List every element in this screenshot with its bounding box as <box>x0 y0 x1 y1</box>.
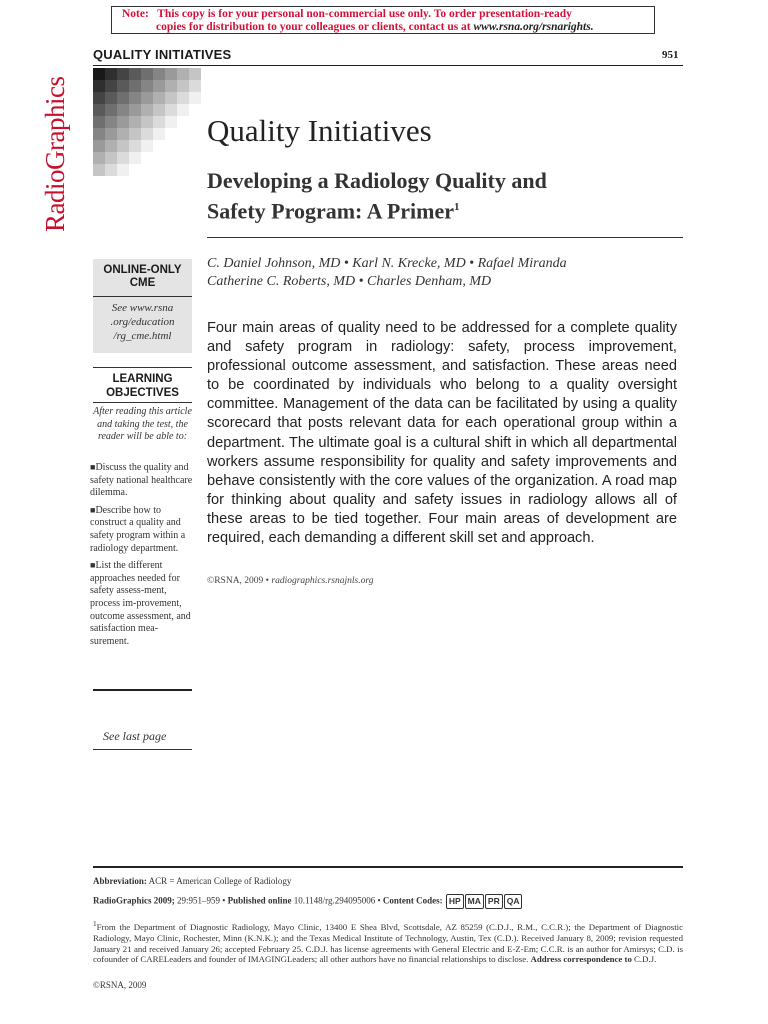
objective-item <box>90 559 194 648</box>
cme-link-line3: /rg_cme.html <box>113 330 172 342</box>
content-codes <box>445 894 523 909</box>
abstract: Four main areas of quality need to be addressed for a complete quality and safety program in radiology: safety, process improvement, professional outcome assessment, and satisfaction. These areas need to be coordinated by individuals who belong to a quality oversight committee. Management of the data can be facilitated by using a quality scorecard that posts relevant data for each operational group within a department. The ultimate goal is a cultural shift in which all departmental workers assume responsibility for quality and safety improvements and behave consistently with the core values of the organization. A road map for thinking about quality and safety issues in radiology allows all of these areas to be tied together. Four main areas of development are required, each demanding a different skill set and approach. <box>207 320 677 547</box>
grid-square <box>117 128 129 140</box>
grid-square <box>93 164 105 176</box>
notice-url[interactable]: www.rsna.org/rsnarights. <box>473 21 594 33</box>
cme-link-line1: See www.rsna <box>111 302 174 314</box>
decorative-square-grid <box>93 68 201 176</box>
citation-journal: RadioGraphics 2009; <box>93 895 175 906</box>
grid-square <box>189 92 201 104</box>
grid-square <box>93 128 105 140</box>
grid-square <box>93 104 105 116</box>
grid-square <box>117 104 129 116</box>
grid-square <box>105 68 117 80</box>
title-rule <box>207 237 683 238</box>
section-title: Quality Initiatives <box>207 113 432 148</box>
authors-line1: C. Daniel Johnson, MD • Karl N. Krecke, MD • Rafael Miranda <box>207 256 567 271</box>
cme-link-line2: .org/education <box>110 316 175 328</box>
objective-item <box>90 504 194 555</box>
objective-text: List the different approaches needed for safety assess-ment, process im-provement, outcome assessment, and satisfaction mea-surement. <box>90 560 191 647</box>
grid-square <box>129 68 141 80</box>
journal-logo: RadioGraphics <box>40 76 70 232</box>
grid-square <box>105 92 117 104</box>
grid-square <box>141 104 153 116</box>
grid-square <box>177 80 189 92</box>
grid-square <box>189 68 201 80</box>
citation-pages: 29:951–959 • <box>174 895 228 906</box>
title-footnote-ref: 1 <box>454 201 460 213</box>
square-bullet-icon: ■ <box>90 504 96 515</box>
grid-square <box>129 92 141 104</box>
running-header: QUALITY INITIATIVES <box>93 47 232 62</box>
grid-square <box>105 140 117 152</box>
grid-square <box>165 80 177 92</box>
address-label: Address correspondence to <box>530 954 632 965</box>
article-title <box>207 167 677 224</box>
square-bullet-icon: ■ <box>90 560 96 571</box>
article-title-line2: Safety Program: A Primer <box>207 198 455 224</box>
grid-square <box>93 80 105 92</box>
grid-square <box>141 128 153 140</box>
affiliation-text: From the Department of Diagnostic Radiology, Mayo Clinic, 13400 E Shea Blvd, Scottsdale, AZ 85259 (C.D.J., R.M., C.C.R.); the Department of Diagnostic Radiology, Mayo Clinic, Rochester, Minn (K.N.K.); and the Texas Medical Institute of Technology, Austin, Tex (C.D.). Received January 8, 2009; revision requested January 21 and received January 26; accepted February 25. C.D.J. has license agreements with General Electric and E-Z-Em; C.C.R. is an author for Amirsys; C.D. is cofounder of CARELeaders and founder of IMAGINGLeaders; all other authors have no financial relationships to disclose. <box>93 921 683 965</box>
abbreviation-label: Abbreviation: <box>93 876 147 886</box>
citation-line <box>93 894 522 909</box>
sidebar-bottom-rule <box>93 749 192 750</box>
square-bullet-icon: ■ <box>90 462 96 472</box>
grid-square <box>153 80 165 92</box>
content-code: MA <box>465 894 484 909</box>
grid-square <box>153 128 165 140</box>
grid-square <box>189 80 201 92</box>
grid-square <box>141 80 153 92</box>
grid-square <box>117 80 129 92</box>
grid-square <box>177 68 189 80</box>
affiliation-footnote <box>93 919 683 965</box>
notice-line1: This copy is for your personal non-commercial use only. To order presentation-ready <box>157 8 572 20</box>
grid-square <box>93 92 105 104</box>
grid-square <box>117 164 129 176</box>
grid-square <box>165 92 177 104</box>
grid-square <box>93 116 105 128</box>
grid-square <box>165 104 177 116</box>
objective-text: Describe how to construct a quality and safety program within a radiology department. <box>90 504 186 554</box>
authors-line2: Catherine C. Roberts, MD • Charles Denham, MD <box>207 274 492 289</box>
copyright-prefix: ©RSNA, 2009 • <box>207 576 270 586</box>
doi[interactable]: 10.1148/rg.294095006 • <box>291 895 383 906</box>
notice-line2: copies for distribution to your colleagues or clients, contact us at <box>156 21 471 33</box>
grid-square <box>129 128 141 140</box>
grid-square <box>129 104 141 116</box>
cme-heading <box>93 264 192 290</box>
objectives-top-rule <box>93 367 192 368</box>
grid-square <box>93 152 105 164</box>
objectives-intro: After reading this article and taking the test, the reader will be able to: <box>93 406 192 442</box>
grid-square <box>117 116 129 128</box>
abbreviation-line <box>93 876 291 887</box>
cme-link[interactable] <box>93 301 192 343</box>
content-code: HP <box>446 894 464 909</box>
content-codes-label: Content Codes: <box>382 895 443 906</box>
objectives-heading-line2: OBJECTIVES <box>106 387 179 399</box>
grid-square <box>105 152 117 164</box>
cme-rule <box>93 296 192 297</box>
grid-square <box>117 92 129 104</box>
grid-square <box>129 116 141 128</box>
address-to: C.D.J. <box>631 954 657 965</box>
see-last-page: See last page <box>103 729 167 743</box>
header-rule <box>93 65 683 66</box>
objective-item <box>90 461 194 500</box>
grid-square <box>141 116 153 128</box>
grid-square <box>141 68 153 80</box>
grid-square <box>141 92 153 104</box>
abbreviation-text: ACR = American College of Radiology <box>148 876 292 886</box>
grid-square <box>105 116 117 128</box>
grid-square <box>165 116 177 128</box>
published-label: Published online <box>227 895 292 906</box>
objectives-heading-line1: LEARNING <box>112 373 173 385</box>
grid-square <box>93 140 105 152</box>
grid-square <box>117 152 129 164</box>
cme-heading-line1: ONLINE-ONLY <box>103 264 182 276</box>
grid-square <box>153 68 165 80</box>
journal-site-link[interactable]: radiographics.rsnajnls.org <box>271 576 374 586</box>
grid-square <box>177 92 189 104</box>
footer-copyright: ©RSNA, 2009 <box>93 980 147 990</box>
notice-label: Note: <box>122 8 149 20</box>
objectives-rule <box>93 402 192 403</box>
grid-square <box>153 116 165 128</box>
grid-square <box>117 68 129 80</box>
objectives-heading <box>93 372 192 400</box>
grid-square <box>153 92 165 104</box>
author-list <box>207 255 677 291</box>
abstract-copyright <box>207 576 373 586</box>
cme-heading-line2: CME <box>129 277 156 289</box>
affiliation-ref: 1 <box>93 919 97 928</box>
content-code: QA <box>504 894 523 909</box>
grid-square <box>117 140 129 152</box>
objective-text: Discuss the quality and safety national healthcare dilemma. <box>90 462 193 499</box>
grid-square <box>105 80 117 92</box>
grid-square <box>165 68 177 80</box>
grid-square <box>93 68 105 80</box>
grid-square <box>141 140 153 152</box>
article-title-line1: Developing a Radiology Quality and <box>207 168 547 193</box>
objectives-list <box>90 461 194 652</box>
grid-square <box>129 80 141 92</box>
grid-square <box>177 104 189 116</box>
grid-square <box>129 140 141 152</box>
grid-square <box>105 104 117 116</box>
grid-square <box>153 104 165 116</box>
grid-square <box>105 164 117 176</box>
content-code: PR <box>485 894 503 909</box>
reprint-notice <box>111 6 655 34</box>
sidebar-rule <box>93 689 192 691</box>
grid-square <box>129 152 141 164</box>
footer-rule <box>93 866 683 868</box>
page-number: 951 <box>662 49 679 61</box>
grid-square <box>105 128 117 140</box>
